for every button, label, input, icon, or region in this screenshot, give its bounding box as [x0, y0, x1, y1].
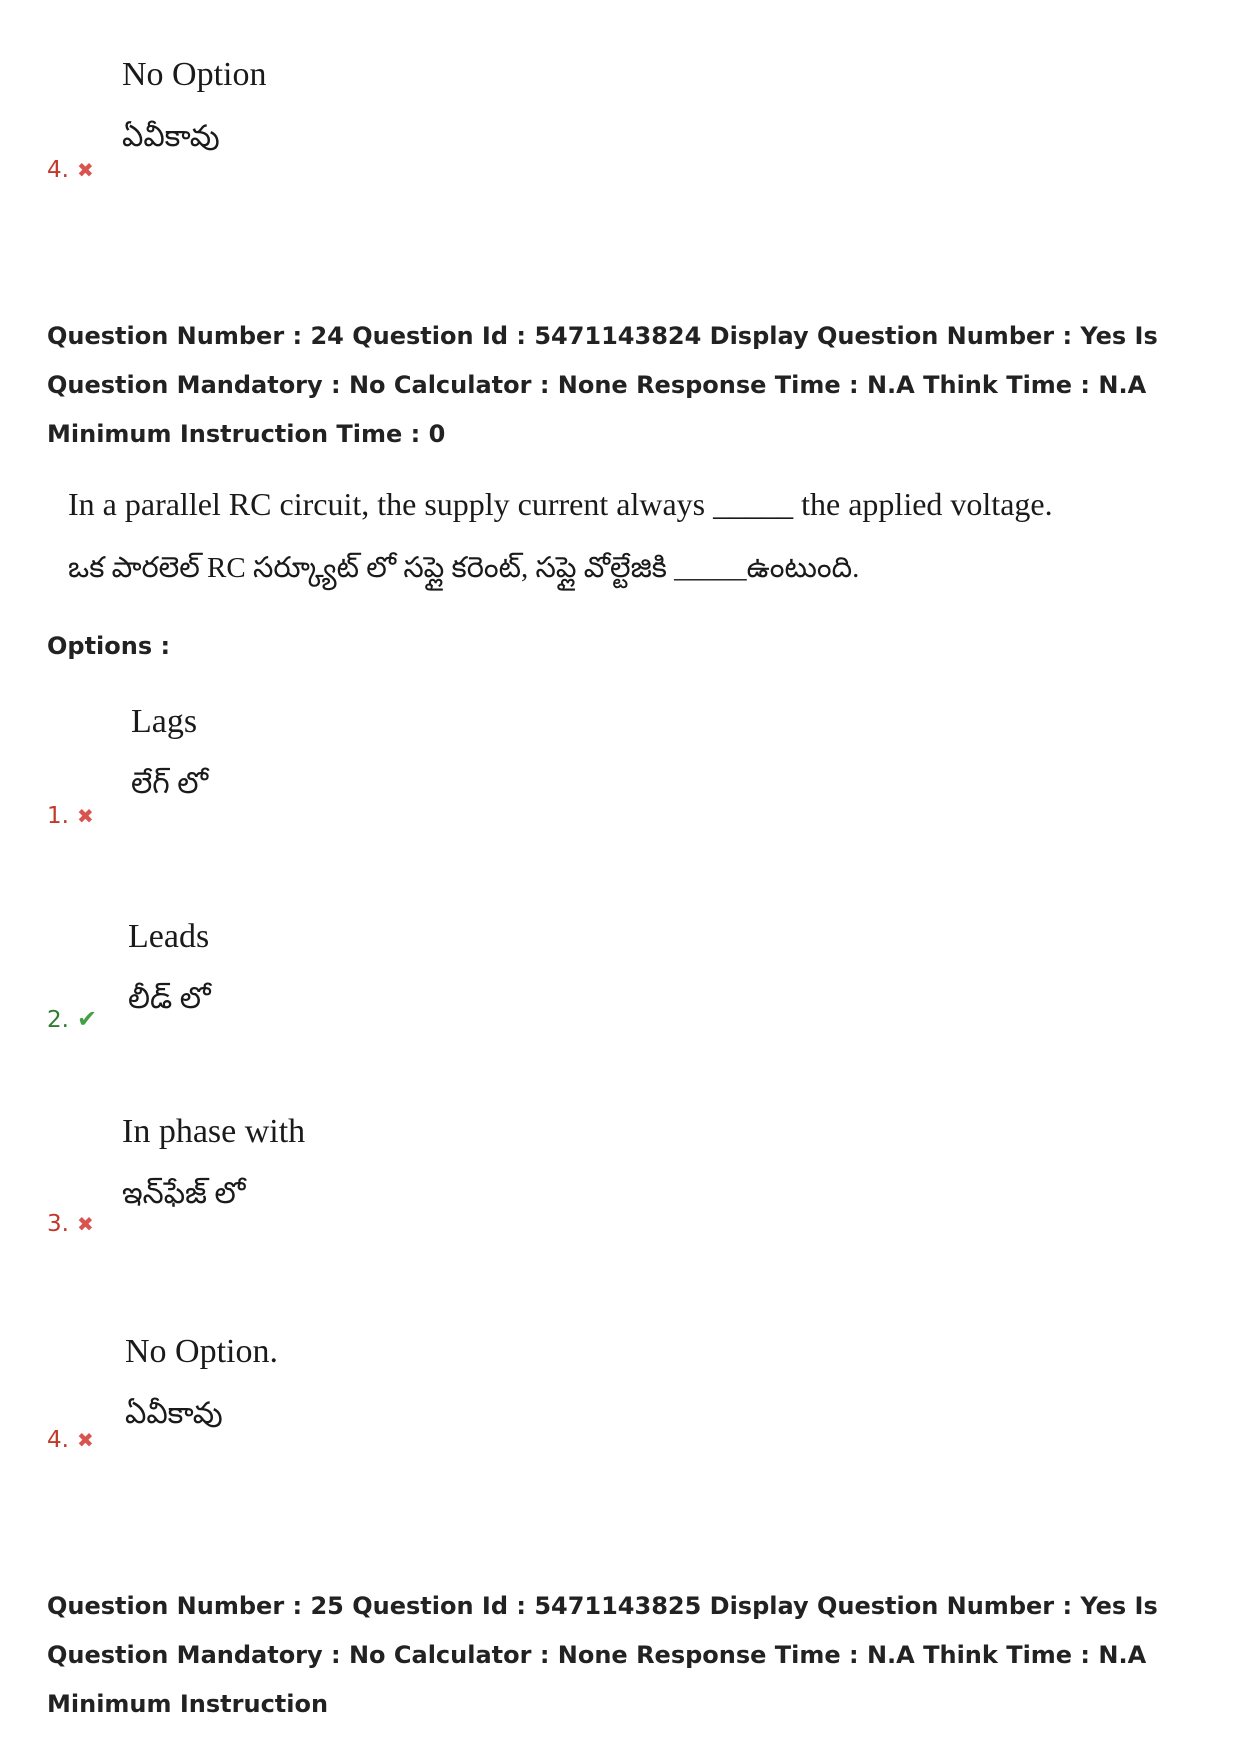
option-english-text: Lags	[131, 703, 198, 740]
cross-icon: ✖	[76, 804, 94, 828]
option-english-text: Leads	[128, 918, 210, 955]
cross-icon: ✖	[76, 1428, 94, 1452]
cross-icon: ✖	[76, 1212, 94, 1236]
option-number: 4. ✖	[47, 157, 94, 183]
option-english-text: No Option.	[125, 1333, 278, 1370]
option-telugu-text: ఏవీకావు	[125, 1397, 223, 1430]
options-label: Options :	[47, 632, 171, 660]
cross-icon: ✖	[76, 158, 94, 182]
option-english-text: No Option	[122, 56, 267, 93]
option-english-text: In phase with	[122, 1113, 306, 1150]
option-telugu-text: ఏవీకావు	[122, 120, 220, 153]
question-25-meta: Question Number : 25 Question Id : 5471143825 Display Question Number : Yes Is Question Mandatory : No Calculator : None Response Time : N.A Think Time : N.A Minimum Instruction	[47, 1592, 1158, 1718]
question-24-english: In a parallel RC circuit, the supply current always _____ the applied voltage.	[68, 486, 1053, 522]
option-number: 1. ✖	[47, 803, 94, 829]
option-number: 3. ✖	[47, 1211, 94, 1237]
option-number: 2. ✔	[47, 1005, 98, 1033]
option-telugu-text: ఇన్‌ఫేజ్ లో	[122, 1177, 246, 1210]
option-telugu-text: లీడ్ లో	[128, 982, 211, 1015]
check-icon: ✔	[76, 1005, 98, 1033]
option-number: 4. ✖	[47, 1427, 94, 1453]
question-24-telugu: ఒక పారలెల్ RC సర్క్యూట్ లో సప్లై కరెంట్, సప్లై వోల్టేజికి _____ఉంటుంది.	[68, 552, 860, 584]
option-telugu-text: లేగ్ లో	[131, 767, 209, 800]
question-24-meta: Question Number : 24 Question Id : 5471143824 Display Question Number : Yes Is Question Mandatory : No Calculator : None Response Time : N.A Think Time : N.A Minimum Instruction Time : 0	[47, 322, 1158, 448]
